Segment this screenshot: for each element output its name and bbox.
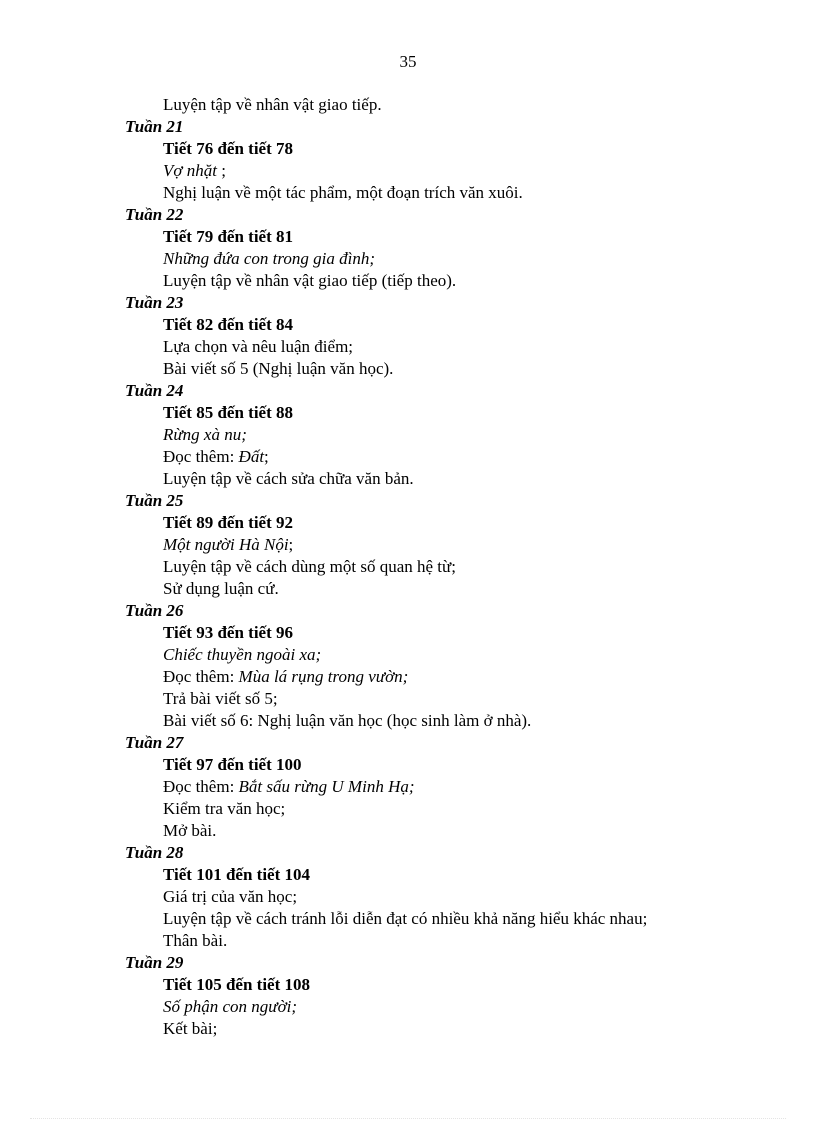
item-text: Đọc thêm: bbox=[163, 667, 239, 686]
list-item bbox=[0, 820, 816, 842]
list-item bbox=[0, 556, 816, 578]
work-title: Vợ nhặt bbox=[163, 161, 217, 180]
list-item bbox=[0, 798, 816, 820]
week-heading: Tuần 23 bbox=[125, 293, 184, 312]
lesson-range: Tiết 101 đến tiết 104 bbox=[163, 865, 311, 884]
item-text: Lựa chọn và nêu luận điểm; bbox=[163, 337, 354, 356]
week-block bbox=[0, 952, 816, 1040]
list-item bbox=[0, 996, 816, 1018]
week-block bbox=[0, 600, 816, 732]
work-title: Một người Hà Nội bbox=[163, 535, 289, 554]
week-heading: Tuần 25 bbox=[125, 491, 184, 510]
list-item bbox=[0, 666, 816, 688]
item-text: Thân bài. bbox=[163, 931, 228, 950]
item-text: Luyện tập về nhân vật giao tiếp (tiếp theo). bbox=[163, 271, 457, 290]
document-body bbox=[0, 94, 816, 1040]
list-item bbox=[0, 710, 816, 732]
week-heading: Tuần 29 bbox=[125, 953, 184, 972]
lesson-range: Tiết 79 đến tiết 81 bbox=[163, 227, 294, 246]
week-block bbox=[0, 490, 816, 600]
list-item bbox=[0, 688, 816, 710]
item-text: Giá trị của văn học; bbox=[163, 887, 298, 906]
item-text: ; bbox=[264, 447, 269, 466]
item-text: Luyện tập về cách tránh lỗi diễn đạt có nhiều khả năng hiểu khác nhau; bbox=[163, 909, 648, 928]
list-item bbox=[0, 930, 816, 952]
item-text: ; bbox=[216, 161, 226, 180]
lesson-range: Tiết 93 đến tiết 96 bbox=[163, 623, 294, 642]
lesson-range: Tiết 82 đến tiết 84 bbox=[163, 315, 294, 334]
list-item bbox=[0, 776, 816, 798]
work-title: Mùa lá rụng trong vườn; bbox=[238, 667, 409, 686]
item-text: Bài viết số 6: Nghị luận văn học (học sinh làm ở nhà). bbox=[163, 711, 532, 730]
week-block bbox=[0, 732, 816, 842]
list-item bbox=[0, 534, 816, 556]
week-block bbox=[0, 204, 816, 292]
week-heading: Tuần 26 bbox=[125, 601, 184, 620]
week-block bbox=[0, 116, 816, 204]
item-text: Kết bài; bbox=[163, 1019, 218, 1038]
list-item bbox=[0, 468, 816, 490]
week-block bbox=[0, 842, 816, 952]
lesson-range: Tiết 97 đến tiết 100 bbox=[163, 755, 302, 774]
work-title: Số phận con người; bbox=[163, 997, 298, 1016]
page-bottom-rule bbox=[30, 1118, 786, 1119]
week-heading: Tuần 28 bbox=[125, 843, 184, 862]
work-title: Rừng xà nu; bbox=[163, 425, 247, 444]
work-title: Đất bbox=[238, 447, 265, 466]
list-item bbox=[0, 908, 816, 930]
list-item bbox=[0, 644, 816, 666]
list-item bbox=[0, 1018, 816, 1040]
list-item bbox=[0, 578, 816, 600]
lesson-range: Tiết 105 đến tiết 108 bbox=[163, 975, 311, 994]
page-number: 35 bbox=[399, 52, 417, 71]
item-text: Mở bài. bbox=[163, 821, 217, 840]
week-heading: Tuần 21 bbox=[125, 117, 184, 136]
list-item bbox=[0, 270, 816, 292]
list-item bbox=[0, 886, 816, 908]
item-text: Đọc thêm: bbox=[163, 447, 239, 466]
item-text: ; bbox=[288, 535, 294, 554]
lesson-range: Tiết 85 đến tiết 88 bbox=[163, 403, 294, 422]
intro-item: Luyện tập về nhân vật giao tiếp. bbox=[163, 95, 382, 114]
list-item bbox=[0, 446, 816, 468]
item-text: Luyện tập về cách sửa chữa văn bản. bbox=[163, 469, 414, 488]
lesson-range: Tiết 76 đến tiết 78 bbox=[163, 139, 294, 158]
week-block bbox=[0, 380, 816, 490]
week-heading: Tuần 22 bbox=[125, 205, 184, 224]
list-item bbox=[0, 358, 816, 380]
item-text: Nghị luận về một tác phẩm, một đoạn trích văn xuôi. bbox=[163, 183, 523, 202]
lesson-range: Tiết 89 đến tiết 92 bbox=[163, 513, 294, 532]
item-text: Luyện tập về cách dùng một số quan hệ từ; bbox=[163, 557, 456, 576]
list-item bbox=[0, 248, 816, 270]
list-item bbox=[0, 424, 816, 446]
item-text: Trả bài viết số 5; bbox=[163, 689, 278, 708]
work-title: Những đứa con trong gia đình; bbox=[163, 249, 375, 268]
work-title: Chiếc thuyền ngoài xa; bbox=[163, 645, 322, 664]
week-heading: Tuần 27 bbox=[125, 733, 184, 752]
item-text: Kiểm tra văn học; bbox=[163, 799, 286, 818]
list-item bbox=[0, 336, 816, 358]
week-heading: Tuần 24 bbox=[125, 381, 184, 400]
work-title: Bắt sấu rừng U Minh Hạ; bbox=[238, 777, 415, 796]
list-item bbox=[0, 182, 816, 204]
item-text: Bài viết số 5 (Nghị luận văn học). bbox=[163, 359, 394, 378]
week-block bbox=[0, 292, 816, 380]
item-text: Đọc thêm: bbox=[163, 777, 239, 796]
list-item bbox=[0, 160, 816, 182]
item-text: Sử dụng luận cứ. bbox=[163, 579, 279, 598]
